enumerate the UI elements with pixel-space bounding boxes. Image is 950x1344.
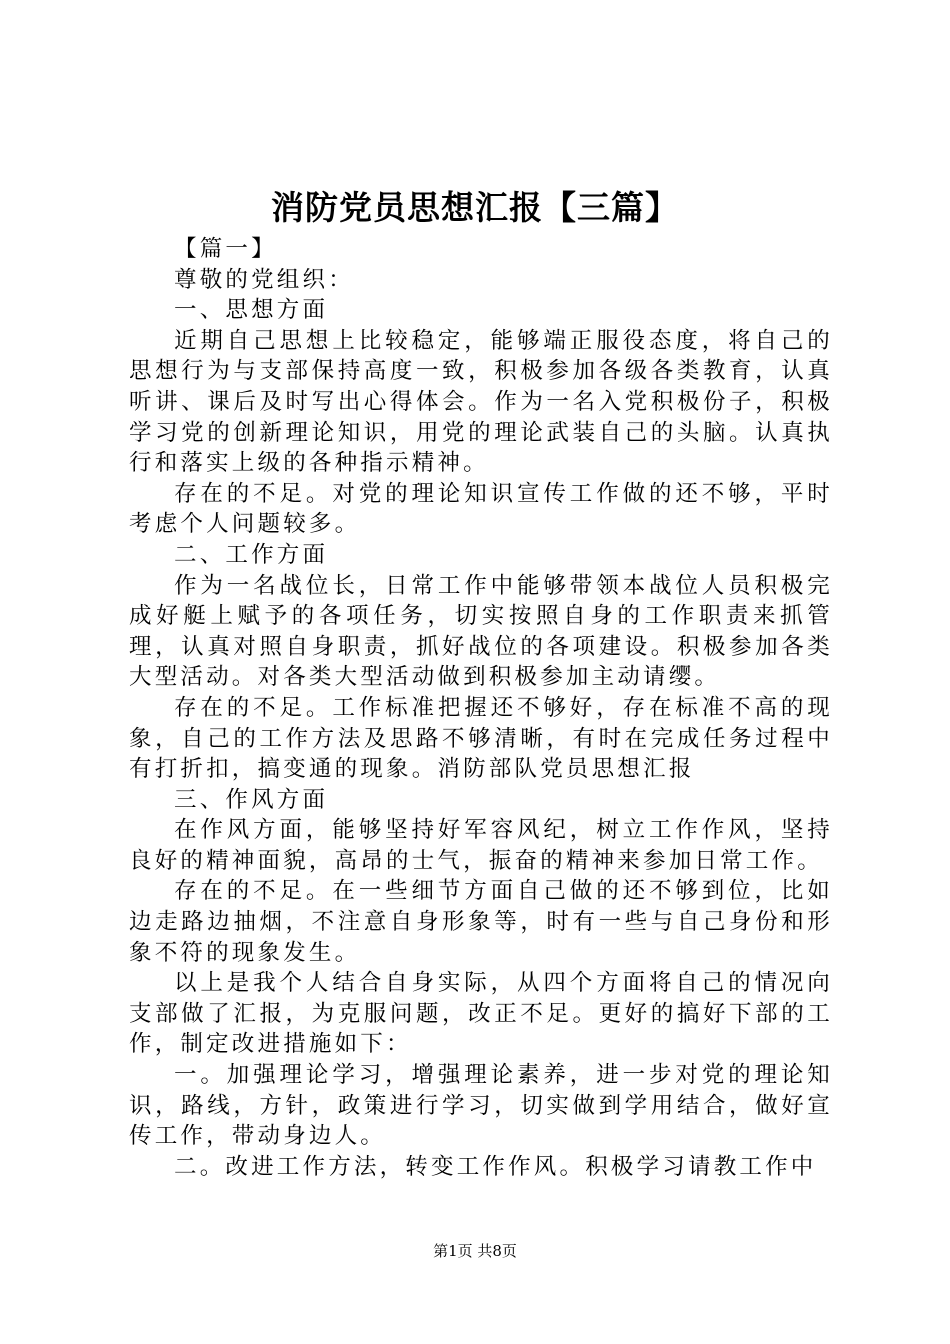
paragraph: 存在的不足。在一些细节方面自己做的还不够到位，比如边走路边抽烟，不注意自身形象等，时有一些与自己身份和形象不符的现象发生。 — [129, 878, 833, 966]
paragraph: 在作风方面，能够坚持好军容风纪，树立工作作风，坚持良好的精神面貌，高昂的士气，振奋的精神来参加日常工作。 — [129, 817, 833, 874]
paragraph: 以上是我个人结合自身实际，从四个方面将自己的情况向支部做了汇报，为克服问题，改正不足。更好的搞好下部的工作，制定改进措施如下： — [129, 970, 833, 1058]
paragraph: 一。加强理论学习，增强理论素养，进一步对党的理论知识，路线，方针，政策进行学习，切实做到学用结合，做好宣传工作，带动身边人。 — [129, 1062, 833, 1150]
paragraph: 存在的不足。对党的理论知识宣传工作做的还不够，平时考虑个人问题较多。 — [129, 480, 833, 538]
paragraph: 二。改进工作方法，转变工作作风。积极学习请教工作中 — [174, 1153, 817, 1180]
document-body — [129, 234, 833, 1182]
paragraph: 近期自己思想上比较稳定，能够端正服役态度，将自己的思想行为与支部保持高度一致，积极参加各级各类教育，认真听讲、课后及时写出心得体会。作为一名入党积极份子，积极学习党的创新理论知识，用党的理论武装自己的头脑。认真执行和落实上级的各种指示精神。 — [129, 327, 833, 477]
paragraph: 存在的不足。工作标准把握还不够好，存在标准不高的现象，自己的工作方法及思路不够清晰，有时在完成任务过程中有打折扣，搞变通的现象。消防部队党员思想汇报 — [129, 694, 833, 783]
paragraph: 尊敬的党组织： — [174, 266, 354, 293]
paragraph: 三、作风方面 — [174, 786, 329, 813]
page-number-footer: 第1页 共8页 — [433, 1242, 517, 1260]
paragraph: 作为一名战位长，日常工作中能够带领本战位人员积极完成好艇上赋予的各项任务，切实按照自身的工作职责来抓管理，认真对照自身职责，抓好战位的各项建设。积极参加各类大型活动。对各类大型活动做到积极参加主动请缨。 — [129, 572, 833, 691]
paragraph: 【篇一】 — [174, 236, 277, 262]
document-title: 消防党员思想汇报【三篇】 — [271, 188, 679, 227]
paragraph: 一、思想方面 — [174, 297, 329, 324]
paragraph: 二、工作方面 — [174, 541, 329, 568]
